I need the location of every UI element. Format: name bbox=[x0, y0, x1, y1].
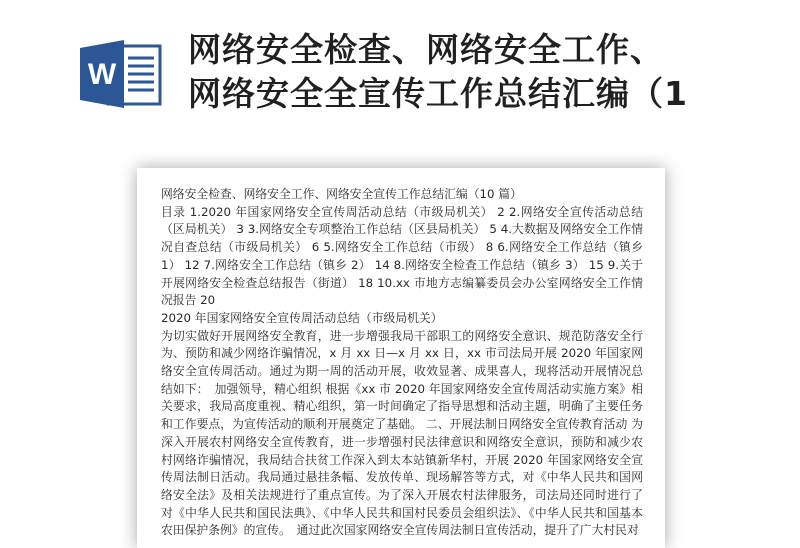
page-title bbox=[188, 28, 800, 116]
word-document-icon bbox=[78, 38, 164, 110]
document-text bbox=[161, 186, 643, 540]
document-body: 为切实做好开展网络安全教育，进一步增强我局干部职工的网络安全意识、规范防落安全行为、预防和减少网络诈骗情况，x 月 xx 日—x 月 xx 日，xx 市司法局开展 2020 年国家网络安全宣传周活动。通过为期一周的活动开展，收效显著、成果喜人，现将活动开展情况总结如下： 加强领导，精心组织 根据《xx 市 2020 年国家网络安全宣传周活动实施方案》相关要求，我局高度重视、精心组织，第一时间确定了指导思想和活动主题，明确了主要任务和工作要点，为宣传活动的顺利开展奠定了基础。 二、开展法制日网络安全宣传教育活动 为深入开展农村网络安全宣传教育，进一步增强村民法律意识和网络安全意识，预防和减少农村网络诈骗情况，我局结合扶贫工作深入到太本站镇新华村，开展 2020 年国家网络安全宣传周法制日活动。我局通过悬挂条幅、发放传单、现场解答等方式，对《中华人民共和国网络安全法》及相关法规进行了重点宣传。为了深入开展农村法律服务，司法局还同时进行了对《中华人民共和国民法典》、《中华人民共和国村民委员会组织法》、《中华人民共和国基本农田保护条例》的宣传。 通过此次国家网络安全宣传周法制日宣传活动，提升了广大村民对 bbox=[161, 328, 643, 538]
document-page-preview bbox=[137, 168, 665, 548]
title-line-2: 网络安全全宣传工作总结汇编（1 bbox=[188, 74, 688, 113]
section-title: 2020 年国家网络安全宣传周活动总结（市级局机关） bbox=[161, 310, 443, 325]
word-letter: W bbox=[87, 58, 117, 91]
document-heading: 网络安全检查、网络安全工作、网络安全宣传工作总结汇编（10 篇） bbox=[161, 187, 522, 201]
table-of-contents: 目录 1.2020 年国家网络安全宣传周活动总结（市级局机关） 2 2.网络安全宣传活动总结（区局机关） 3 3.网络安全专项整治工作总结（区县局机关） 5 4.大数据及网络安全工作情况自查总结（市级局机关） 6 5.网络安全工作总结（市级） 8 6.网络安全工作总结（镇乡 1） 12 7.网络安全工作总结（镇乡 2） 14 8.网络安全检查工作总结（镇乡 3） 15 9.关于开展网络安全检查总结报告（街道） 18 10.xx 市地方志编纂委员会办公室网络安全工作情况报告 20 bbox=[161, 204, 643, 308]
title-line-1: 网络安全检查、网络安全工作、 bbox=[188, 30, 664, 69]
